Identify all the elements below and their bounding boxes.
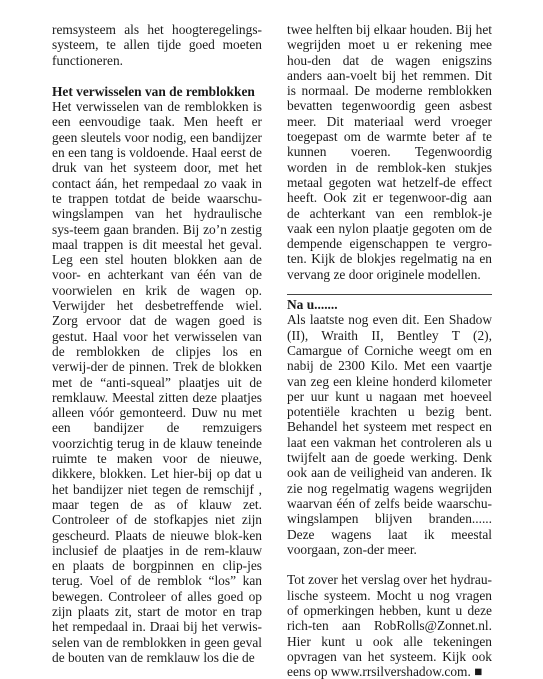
continued-paragraph: twee helften bij elkaar houden. Bij het wegrijden moet u er rekening mee hou-den dat de wagen enigszins anders aan-voelt bij het remmen. Dit is normaal. De moderne remblokken bevatten tegenwoordig geen asbest meer. Dit materiaal werd vroeger toegepast om de warmte beter af te kunnen voeren. Tegenwoordig worden in de remblok-ken stukjes metaal gegoten wat hetzelf-de effect heeft. Ook zit er tegenwoor-dig aan de achterkant van een remblok-je vaak een nylon plaatje gegoten om de dempende eigenschappen te vergro-ten. Kijk de blokjes regelmatig na en vervang ze door originele modellen.: [287, 22, 492, 282]
contact-paragraph: Tot zover het verslag over het hydrau-lische systeem. Mocht u nog vragen of opmerkingen hebben, kunt u deze rich-ten aan RobRolls@Zonnet.nl. Hier kunt u ook alle tekeningen opvragen van het systeem. Kijk ook eens op www.rrsilvershadow.com. ■: [287, 572, 492, 679]
section-heading-brake-pads: Het verwisselen van de remblokken: [52, 83, 255, 99]
section-divider: [287, 294, 492, 295]
right-column: [287, 22, 492, 679]
closing-paragraph: Als laatste nog even dit. Een Shadow (II), Wraith II, Bentley T (2), Camargue of Corniche weegt om en nabij de 2300 Kilo. Met een vaartje van zeg een kleine honderd kilometer per uur kunt u nagaan met hoeveel potentiële krachten u bezig bent. Behandel het systeem met respect en laat een vakman het controleren als u twijfelt aan de goede werking. Denk ook aan de veiligheid van anderen. Ik zie nog regelmatig wagens wegrijden waarvan één of zelfs beide waarschu-wingslampen blijven branden...... Deze wagens laat ik meestal voorgaan, zon-der meer.: [287, 312, 492, 557]
left-column: [52, 22, 262, 665]
brake-pads-paragraph: Het verwisselen van de remblokken is een eenvoudige taak. Men heeft er geen sleutels voor nodig, een bandijzer en een tang is voldoende. Haal eerst de druk van het systeem door, met het contact áán, het rempedaal zo vaak in te trappen totdat de beide waarschu-wingslampen van het hydraulische sys-teem gaan branden. Bij zo’n zestig maal trappen is dit meestal het geval. Leg een stel houten blokken aan de voor- en achterkant van één van de voorwielen en krik de wagen op. Verwijder het desbetreffende wiel. Zorg ervoor dat de wagen goed is gestut. Haal voor het verwisselen van de remblokken de clipjes los en verwij-der de pinnen. Trek de blokken met de “anti-squeal” plaatjes uit de remklauw. Meestal zitten deze plaatjes alleen vóór gemonteerd. Duw nu met een bandijzer de remzuigers voorzichtig terug in de klauw teneinde ruimte te maken voor de nieuwe, dikkere, blokken. Let hier-bij op dat u het bandijzer niet tegen de remschijf , maar tegen de as of klauw zet. Controleer of de stofkapjes niet zijn gescheurd. Plaats de nieuwe blok-ken inclusief de plaatjes in de rem-klauw en plaats de borgpinnen en clip-jes terug. Voel of de remblok “los” kan bewegen. Controleer of alles goed op zijn plaats zit, start de motor en trap het rempedaal in. Draai bij het verwis-selen van de remblokken in geen geval de bouten van de remklauw los die de: [52, 99, 262, 665]
section-heading-na-u: Na u.......: [287, 297, 338, 313]
intro-paragraph: remsysteem als het hoogteregelings-systeem, te allen tijde goed moeten functioneren.: [52, 22, 262, 68]
